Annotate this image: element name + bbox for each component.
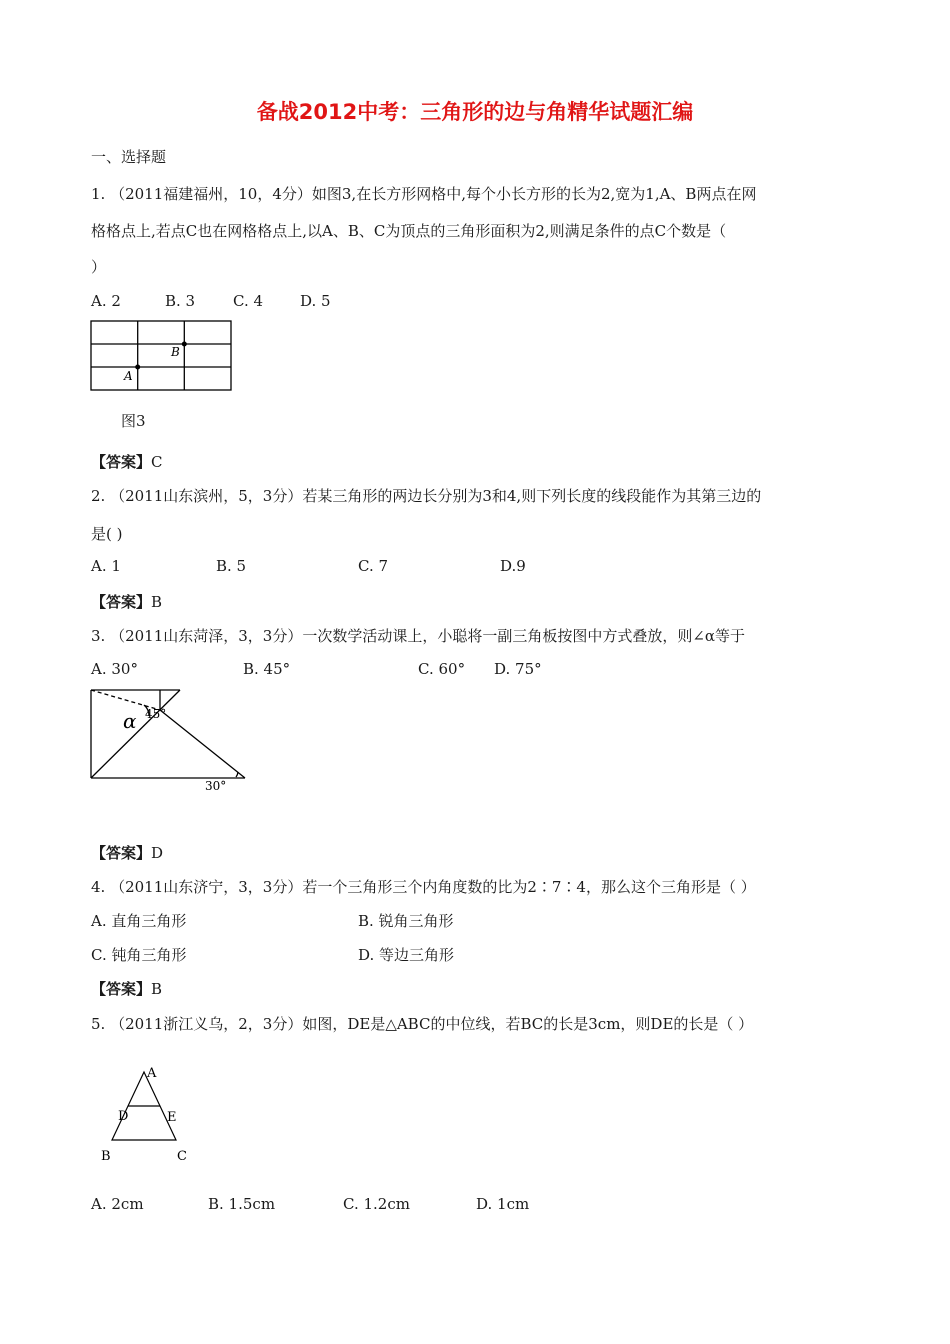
answer-label: 【答案】: [91, 980, 152, 998]
q2-option-c: C. 7: [358, 557, 389, 575]
q1-figure-caption: 图3: [121, 412, 146, 430]
answer-label: 【答案】: [91, 593, 152, 611]
answer-label: 【答案】: [91, 844, 152, 862]
q5-option-c: C. 1.2cm: [343, 1195, 410, 1213]
q2-text-line2: 是( ): [91, 525, 123, 543]
q4-text-line1: 4. （2011山东济宁，3，3分）若一个三角形三个内角度数的比为2∶7∶4，那么这个三角形是（ ）: [91, 878, 756, 896]
q3-triangles-figure: [85, 684, 255, 796]
q3-option-a: A. 30°: [91, 660, 138, 678]
angle-45-label: 45°: [145, 707, 167, 721]
q1-option-a: A. 2: [91, 292, 121, 310]
q5-text-line1: 5. （2011浙江义乌，2，3分）如图，DE是△ABC的中位线，若BC的长是3cm，则DE的长是（ ）: [91, 1015, 754, 1033]
q2-answer: [91, 591, 162, 612]
point-b-dot: [182, 342, 187, 347]
q4-option-a: A. 直角三角形: [91, 912, 187, 930]
q1-text-line3: ）: [91, 258, 107, 276]
point-a-label: A: [124, 369, 133, 383]
vertex-a-label: A: [147, 1066, 157, 1081]
q3-text-line1: 3. （2011山东菏泽，3，3分）一次数学活动课上，小聪将一副三角板按图中方式叠放，则∠α等于: [91, 627, 746, 645]
q4-option-c: C. 钝角三角形: [91, 946, 187, 964]
q5-option-a: A. 2cm: [91, 1195, 144, 1213]
q2-text-line1: 2. （2011山东滨州，5，3分）若某三角形的两边长分别为3和4,则下列长度的线段能作为其第三边的: [91, 487, 762, 505]
vertex-c-label: C: [177, 1149, 187, 1164]
point-a-dot: [135, 365, 140, 370]
q1-text-line2: 格格点上,若点C也在网格格点上,以A、B、C为顶点的三角形面积为2,则满足条件的点C个数是（: [91, 222, 727, 240]
q2-option-a: A. 1: [91, 557, 121, 575]
q1-option-c: C. 4: [233, 292, 264, 310]
angle-30-label: 30°: [205, 779, 227, 793]
alpha-label: α: [123, 709, 137, 733]
q1-option-d: D. 5: [300, 292, 331, 310]
q3-answer: [91, 842, 163, 863]
q4-option-d: D. 等边三角形: [358, 946, 455, 964]
q3-answer-value: D: [151, 844, 164, 862]
q2-option-b: B. 5: [216, 557, 247, 575]
q1-answer: [91, 451, 163, 472]
vertex-b-label: B: [101, 1149, 111, 1164]
q1-option-b: B. 3: [165, 292, 196, 310]
answer-label: 【答案】: [91, 453, 152, 471]
point-d-label: D: [118, 1109, 129, 1124]
q5-option-b: B. 1.5cm: [208, 1195, 276, 1213]
q4-answer: [91, 978, 162, 999]
q2-answer-value: B: [151, 593, 163, 611]
point-b-label: B: [171, 345, 180, 359]
q1-grid-figure: [88, 318, 236, 394]
q3-option-b: B. 45°: [243, 660, 291, 678]
q3-option-c: C. 60°: [418, 660, 466, 678]
q3-option-d: D. 75°: [494, 660, 542, 678]
q5-option-d: D. 1cm: [476, 1195, 530, 1213]
section-heading: 一、选择题: [91, 148, 167, 166]
q4-answer-value: B: [151, 980, 163, 998]
q4-option-b: B. 锐角三角形: [358, 912, 454, 930]
q2-option-d: D.9: [500, 557, 526, 575]
page-title: 备战2012中考：三角形的边与角精华试题汇编: [256, 100, 694, 124]
q5-triangle-figure: [95, 1060, 195, 1170]
point-e-label: E: [167, 1110, 177, 1125]
q1-answer-value: C: [151, 453, 163, 471]
q1-text-line1: 1. （2011福建福州，10，4分）如图3,在长方形网格中,每个小长方形的长为2,宽为1,A、B两点在网: [91, 185, 757, 203]
